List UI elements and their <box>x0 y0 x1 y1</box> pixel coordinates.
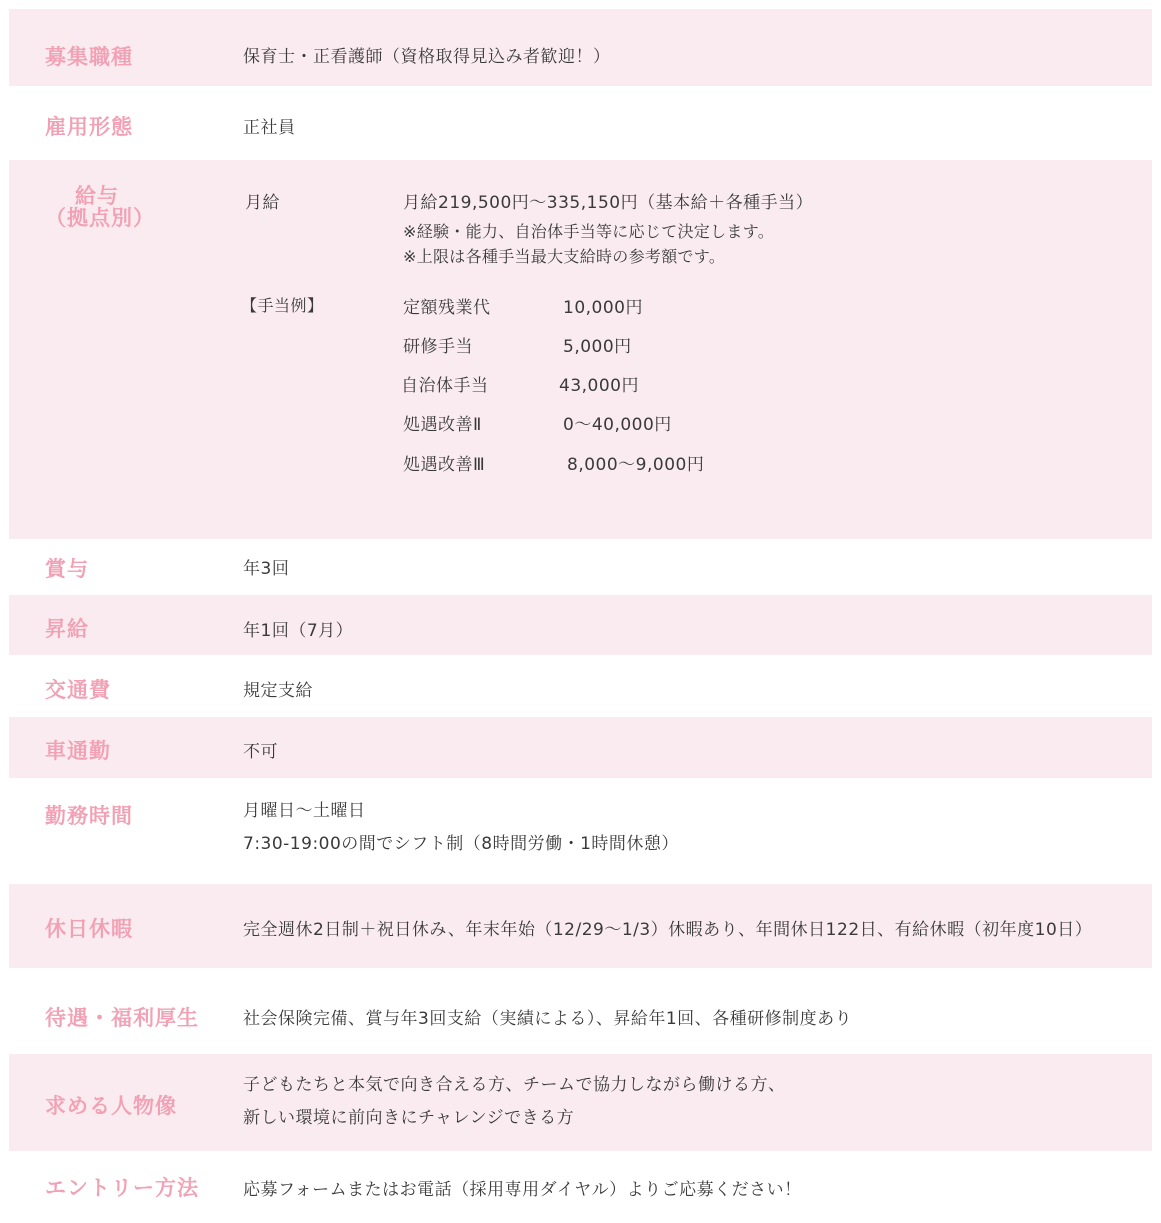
persona-line-2: 新しい環境に前向きにチャレンジできる方 <box>243 1108 575 1128</box>
row-car <box>9 717 1152 778</box>
monthly-value: 月給219,500円～335,150円（基本給＋各種手当） <box>403 193 814 213</box>
allowance-name: 処遇改善Ⅱ <box>403 415 482 435</box>
allowance-name: 自治体手当 <box>401 376 489 396</box>
persona-label: 求める人物像 <box>45 1094 177 1118</box>
allowance-amount: 5,000円 <box>563 337 632 357</box>
bonus-label: 賞与 <box>45 557 89 581</box>
row-employment <box>9 86 1152 160</box>
entry-label: エントリー方法 <box>45 1176 199 1200</box>
car-value: 不可 <box>243 742 278 762</box>
allowance-name: 研修手当 <box>403 337 473 357</box>
allowance-amount: 43,000円 <box>559 376 639 396</box>
benefits-value: 社会保険完備、賞与年3回支給（実績による）、昇給年1回、各種研修制度あり <box>243 1009 853 1029</box>
row-job-type <box>9 9 1152 86</box>
allowance-label: 【手当例】 <box>241 296 324 315</box>
salary-label <box>45 184 155 230</box>
salary-label-line1: 給与 <box>75 184 119 208</box>
row-raise <box>9 595 1152 655</box>
hours-line-2: 7:30-19:00の間でシフト制（8時間労働・1時間休憩） <box>243 834 679 854</box>
row-hours <box>9 778 1152 884</box>
hours-label: 勤務時間 <box>45 804 133 828</box>
transport-value: 規定支給 <box>243 681 313 701</box>
monthly-label: 月給 <box>245 193 280 213</box>
hours-value <box>243 795 679 861</box>
allowance-amount: 0～40,000円 <box>563 415 672 435</box>
row-transport <box>9 655 1152 717</box>
row-salary <box>9 160 1152 539</box>
row-entry <box>9 1151 1152 1221</box>
allowance-name: 処遇改善Ⅲ <box>403 455 486 475</box>
allowance-name: 定額残業代 <box>403 298 491 318</box>
persona-line-1: 子どもたちと本気で向き合える方、チームで協力しながら働ける方、 <box>243 1075 786 1095</box>
allowance-amount: 10,000円 <box>563 298 643 318</box>
row-bonus <box>9 539 1152 595</box>
benefits-label: 待遇・福利厚生 <box>45 1006 199 1030</box>
salary-note-2: ※上限は各種手当最大支給時の参考額です。 <box>403 247 726 266</box>
job-type-label: 募集職種 <box>45 45 133 69</box>
salary-label-line2: （拠点別） <box>45 206 155 230</box>
entry-value: 応募フォームまたはお電話（採用専用ダイヤル）よりご応募ください！ <box>243 1180 802 1200</box>
employment-label: 雇用形態 <box>45 115 133 139</box>
transport-label: 交通費 <box>45 678 111 702</box>
row-holidays <box>9 884 1152 968</box>
allowance-amount: 8,000～9,000円 <box>567 455 705 475</box>
raise-label: 昇給 <box>45 617 89 641</box>
employment-value: 正社員 <box>243 118 296 138</box>
raise-value: 年1回（7月） <box>243 621 354 641</box>
row-benefits <box>9 968 1152 1054</box>
salary-note-1: ※経験・能力、自治体手当等に応じて決定します。 <box>403 222 775 241</box>
hours-line-1: 月曜日～土曜日 <box>243 801 366 821</box>
bonus-value: 年3回 <box>243 559 290 579</box>
row-persona <box>9 1054 1152 1151</box>
job-type-value: 保育士・正看護師（資格取得見込み者歓迎！） <box>243 47 611 67</box>
holidays-value: 完全週休2日制＋祝日休み、年末年始（12/29～1/3）休暇あり、年間休日122日、有給休暇（初年度10日） <box>243 920 1093 940</box>
car-label: 車通勤 <box>45 739 111 763</box>
holidays-label: 休日休暇 <box>45 917 133 941</box>
persona-value <box>243 1069 786 1135</box>
